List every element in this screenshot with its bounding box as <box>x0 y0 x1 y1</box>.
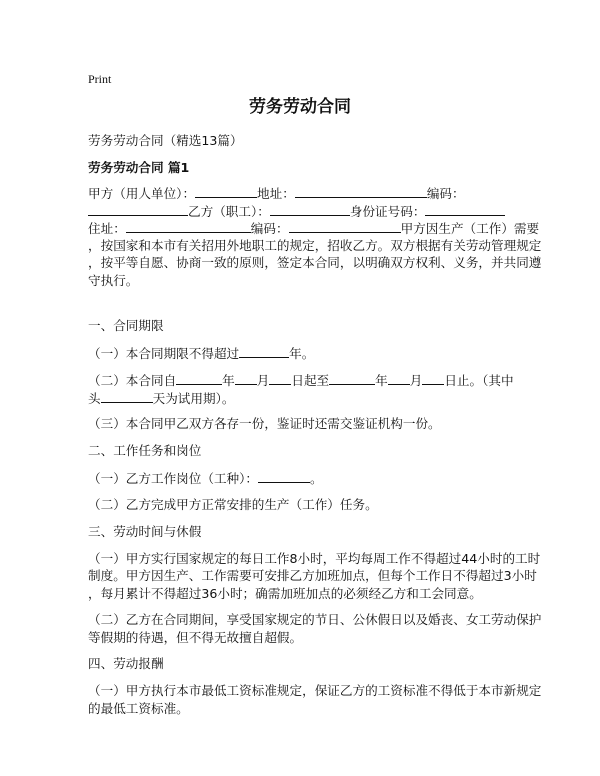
paragraph-line <box>88 345 314 362</box>
blank-field <box>235 372 257 385</box>
blank-field <box>270 203 350 216</box>
paragraph-line <box>88 390 234 407</box>
text: （一）本合同期限不得超过 <box>88 346 240 361</box>
text: 年 <box>222 373 235 388</box>
paragraph-line: ，按平等自愿、协商一致的原则，签定本合同，以明确双方权利、义务，并共同遵 <box>88 255 542 270</box>
blank-field <box>101 390 153 403</box>
blank-field <box>258 470 310 483</box>
text: 甲方因生产（工作）需要 <box>400 221 540 236</box>
paragraph-line: ，每月累计不得超过36小时；确需加班加点的必须经乙方和工会同意。 <box>88 586 482 601</box>
text: 身份证号码： <box>349 204 426 219</box>
text: 编码： <box>426 186 465 201</box>
paragraph-line: 守执行。 <box>88 273 139 288</box>
text: 月 <box>409 373 423 388</box>
text: 日止。（其中 <box>444 373 514 388</box>
subtitle: 劳务劳动合同（精选13篇） <box>88 133 243 148</box>
paragraph-line <box>88 185 465 202</box>
blank-field <box>329 372 375 385</box>
blank-field <box>422 372 444 385</box>
text: 地址： <box>257 186 295 201</box>
paragraph-line: ，按国家和本市有关招用外地职工的规定，招收乙方。双方根据有关劳动管理规定 <box>88 238 542 253</box>
text: 日起至 <box>291 373 330 388</box>
section-heading: 劳务劳动合同 篇1 <box>88 160 190 175</box>
section-1-heading: 一、合同期限 <box>88 318 164 333</box>
section-2-heading: 二、工作任务和岗位 <box>88 443 202 458</box>
blank-field <box>425 203 505 216</box>
blank-field <box>88 203 188 216</box>
text: 月 <box>256 373 270 388</box>
text: 甲方（用人单位）： <box>88 186 196 201</box>
paragraph-line: 制度。甲方因生产、工作需要可安排乙方加班加点，但每个工作日不得超过3小时 <box>88 568 537 583</box>
blank-field <box>269 372 291 385</box>
paragraph-line: （三）本合同甲乙双方各存一份，鉴证时还需交鉴证机构一份。 <box>88 416 441 431</box>
paragraph-line: （二）乙方在合同期间，享受国家规定的节日、公休假日以及婚丧、女工劳动保护 <box>88 612 542 627</box>
text: （一）乙方工作岗位（工种）： <box>88 471 259 486</box>
paragraph-line: （一）甲方实行国家规定的每日工作8小时，平均每周工作不得超过44小时的工时 <box>88 551 541 566</box>
text: 头 <box>88 391 101 406</box>
text: （二）本合同自 <box>88 373 177 388</box>
paragraph-line: 等假期的待遇，但不得无故擅自超假。 <box>88 630 303 645</box>
blank-field <box>289 220 401 233</box>
text: 。 <box>310 471 323 486</box>
paragraph-line <box>88 220 539 237</box>
blank-field <box>126 220 251 233</box>
section-3-heading: 三、劳动时间与休假 <box>88 524 202 539</box>
text: 住址： <box>88 221 126 236</box>
print-label: Print <box>88 72 112 86</box>
blank-field <box>239 345 289 358</box>
text: 年 <box>375 373 388 388</box>
paragraph-line <box>88 203 505 220</box>
paragraph-line: （二）乙方完成甲方正常安排的生产（工作）任务。 <box>88 497 378 512</box>
blank-field <box>195 185 257 198</box>
paragraph-line <box>88 470 323 487</box>
blank-field <box>176 372 222 385</box>
text: 乙方（职工）： <box>188 204 270 219</box>
text: 年。 <box>289 346 315 361</box>
section-4-heading: 四、劳动报酬 <box>88 656 164 671</box>
document-title: 劳务劳动合同 <box>249 97 351 117</box>
paragraph-line: 的最低工资标准。 <box>88 701 189 716</box>
text: 天为试用期）。 <box>152 391 235 406</box>
text: 编码： <box>250 221 289 236</box>
blank-field <box>295 185 427 198</box>
blank-field <box>388 372 410 385</box>
paragraph-line: （一）甲方执行本市最低工资标准规定，保证乙方的工资标准不得低于本市新规定 <box>88 683 542 698</box>
paragraph-line <box>88 372 514 389</box>
